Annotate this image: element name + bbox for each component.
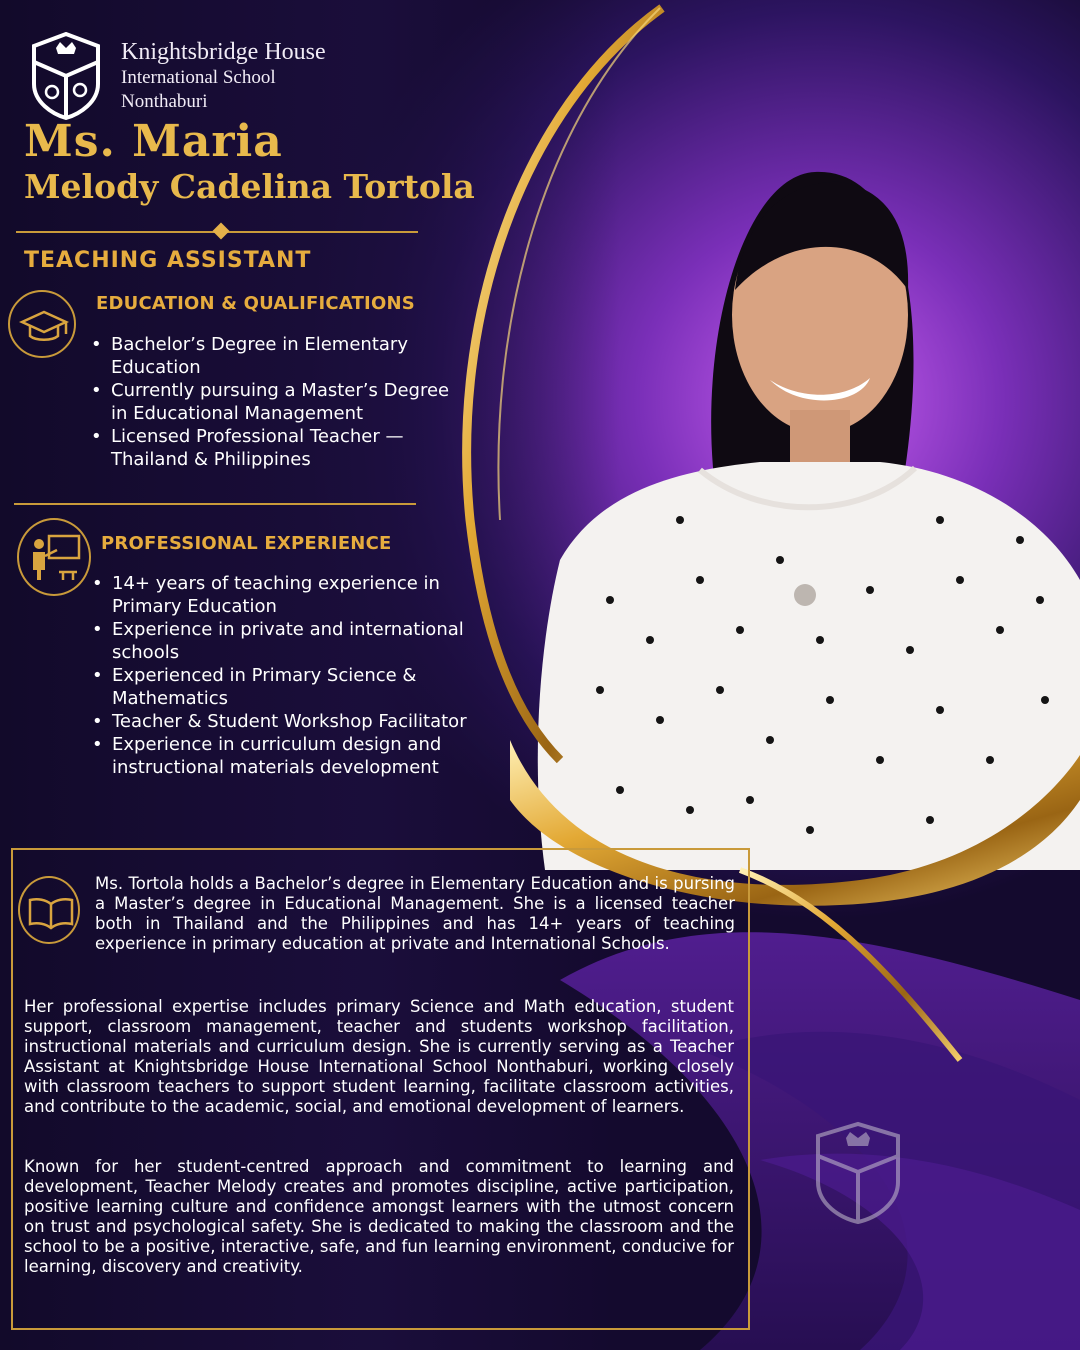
school-name — [121, 38, 326, 114]
teacher-name-line1: Ms. Maria — [24, 116, 283, 167]
school-logo — [28, 32, 104, 120]
list-item: • 14+ years of teaching experience in Primary Education — [112, 572, 512, 618]
open-book-icon — [18, 876, 80, 944]
list-item: • Experienced in Primary Science & Mathematics — [112, 664, 512, 710]
school-name-line1: Knightsbridge House — [121, 39, 326, 65]
bio-paragraph-2: Her professional expertise includes primary Science and Math education, student support, classroom management, teacher and students workshop facilitation, instructional materials and curriculum design. She is currently serving as a Teacher Assistant at Knightsbridge House International School Nonthaburi, working closely with classroom teachers to support student learning, facilitate classroom activities, and contribute to the academic, social, and emotional development of learners. — [24, 997, 734, 1116]
school-name-line2: International School — [121, 67, 276, 88]
education-heading: EDUCATION & QUALIFICATIONS — [96, 293, 415, 314]
graduation-cap-icon — [8, 290, 76, 358]
list-item: • Licensed Professional Teacher — Thailand & Philippines — [111, 425, 471, 471]
list-item: • Bachelor’s Degree in Elementary Education — [111, 333, 471, 379]
list-item: • Experience in private and international schools — [112, 618, 512, 664]
teacher-role: TEACHING ASSISTANT — [24, 248, 312, 273]
school-name-line3: Nonthaburi — [121, 91, 208, 112]
experience-list — [112, 572, 512, 779]
teacher-board-icon — [17, 518, 91, 596]
bio-paragraph-1: Ms. Tortola holds a Bachelor’s degree in Elementary Education and is pursing a Master’s degree in Educational Management. She is a licensed teacher both in Thailand and the Philippines and has 14+ years of teaching experience in primary education at private and International Schools. — [95, 874, 735, 953]
bio-paragraph-3: Known for her student-centred approach and commitment to learning and development, Teacher Melody creates and promotes discipline, active participation, positive learning culture and confidence amongst learners with the utmost concern on trust and psychological safety. She is dedicated to making the classroom and the school to be a positive, interactive, safe, and fun learning environment, conducive for learning, discovery and creativity. — [24, 1157, 734, 1276]
education-list — [111, 333, 471, 471]
list-item: • Teacher & Student Workshop Facilitator — [112, 710, 512, 733]
section-divider — [14, 503, 416, 505]
school-crest-watermark — [812, 1120, 904, 1224]
list-item: • Currently pursuing a Master’s Degree in Educational Management — [111, 379, 471, 425]
list-item: • Experience in curriculum design and instructional materials development — [112, 733, 512, 779]
experience-heading: PROFESSIONAL EXPERIENCE — [101, 533, 392, 554]
teacher-name-line2: Melody Cadelina Tortola — [24, 167, 475, 206]
